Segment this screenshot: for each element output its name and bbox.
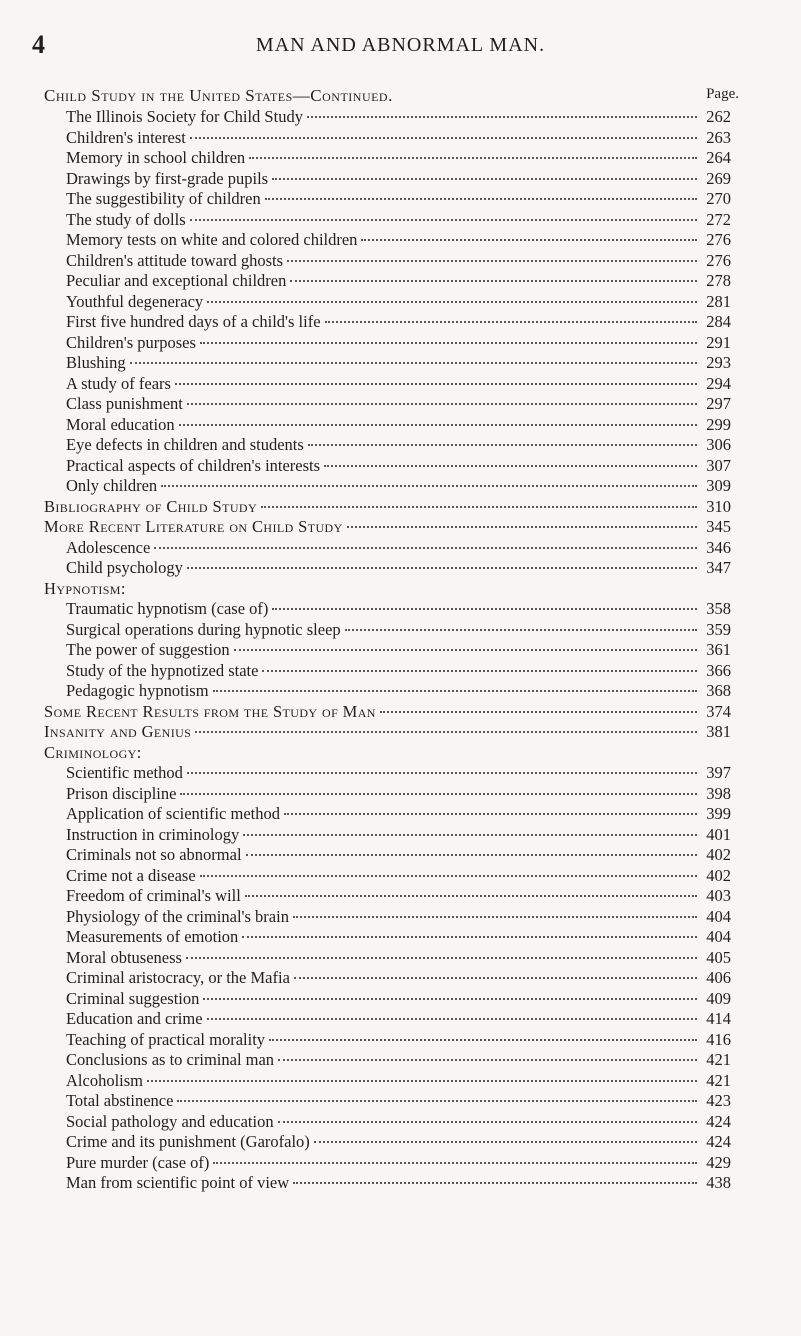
toc-entry-page: 398 bbox=[706, 783, 731, 803]
toc-entry-page: 262 bbox=[706, 107, 731, 126]
toc-entry-title: Eye defects in children and students bbox=[66, 435, 304, 454]
toc-entry-page: 403 bbox=[706, 886, 731, 905]
toc-entry-page: 310 bbox=[706, 496, 731, 516]
toc-entry bbox=[44, 1132, 731, 1153]
dot-leader bbox=[290, 280, 697, 282]
dot-leader bbox=[325, 321, 697, 323]
toc-entry bbox=[44, 435, 731, 456]
toc-entry-page: 368 bbox=[706, 681, 731, 700]
toc-entry-page: 381 bbox=[706, 722, 731, 741]
toc-entry-page: 293 bbox=[706, 353, 731, 372]
toc-entry-title: Criminology: bbox=[44, 742, 142, 762]
toc-entry-page: 424 bbox=[706, 1111, 731, 1131]
toc-entry-title: Adolescence bbox=[66, 537, 151, 557]
toc-entry-page: 414 bbox=[706, 1009, 731, 1028]
toc-entry-page: 401 bbox=[706, 824, 731, 844]
dot-leader bbox=[195, 731, 697, 733]
toc-entry-title: A study of fears bbox=[66, 373, 171, 393]
toc-entry-title: Measurements of emotion bbox=[66, 927, 239, 946]
toc-entry-page: 276 bbox=[706, 230, 731, 249]
toc-entry-page: 374 bbox=[706, 701, 731, 721]
toc-entry-title: Blushing bbox=[66, 353, 126, 372]
toc-entry-page: 306 bbox=[706, 435, 731, 454]
toc-entry-page: 397 bbox=[706, 763, 731, 782]
dot-leader bbox=[347, 526, 697, 528]
toc-entry bbox=[44, 128, 731, 149]
toc-entry-page: 359 bbox=[706, 619, 731, 639]
toc-entry-title: Moral obtuseness bbox=[66, 947, 182, 967]
toc-entry-title: Surgical operations during hypnotic sleep bbox=[66, 619, 341, 639]
toc-entry-page: 346 bbox=[706, 537, 731, 557]
toc-entry-page: 284 bbox=[706, 312, 731, 331]
toc-entry-page: 347 bbox=[706, 558, 731, 577]
toc-entry bbox=[44, 886, 731, 907]
toc-entry-page: 405 bbox=[706, 947, 731, 967]
toc-entry bbox=[44, 968, 731, 989]
toc-entry bbox=[44, 702, 731, 723]
toc-entry-title: Criminals not so abnormal bbox=[66, 845, 242, 864]
toc-entry-page: 269 bbox=[706, 168, 731, 188]
dot-leader bbox=[179, 424, 697, 426]
dot-leader bbox=[190, 219, 697, 221]
toc-entry-title: Child psychology bbox=[66, 558, 183, 577]
toc-entry bbox=[44, 989, 731, 1010]
toc-entry-title: Alcoholism bbox=[66, 1070, 143, 1090]
toc-entry bbox=[44, 681, 731, 702]
toc-entry bbox=[44, 230, 731, 251]
toc-entry-title: Some Recent Results from the Study of Man bbox=[44, 701, 376, 721]
toc-entry-title: Traumatic hypnotism (case of) bbox=[66, 599, 269, 618]
toc-entry bbox=[44, 415, 731, 436]
toc-entry-title: Insanity and Genius bbox=[44, 722, 192, 741]
toc-entry-title: Prison discipline bbox=[66, 783, 177, 803]
dot-leader bbox=[272, 608, 697, 610]
table-of-contents bbox=[44, 107, 731, 1194]
dot-leader bbox=[361, 239, 697, 241]
toc-entry bbox=[44, 722, 731, 743]
toc-entry-title: Moral education bbox=[66, 414, 175, 434]
toc-entry bbox=[44, 784, 731, 805]
toc-entry bbox=[44, 107, 731, 128]
toc-entry-page: 309 bbox=[706, 476, 731, 495]
dot-leader bbox=[269, 1039, 697, 1041]
toc-entry-page: 278 bbox=[706, 271, 731, 290]
toc-entry-page: 299 bbox=[706, 414, 731, 434]
dot-leader bbox=[213, 690, 697, 692]
toc-entry bbox=[44, 538, 731, 559]
page-header bbox=[0, 30, 801, 60]
toc-entry-page: 406 bbox=[706, 968, 731, 987]
toc-entry-page: 409 bbox=[706, 988, 731, 1008]
toc-entry bbox=[44, 374, 731, 395]
running-title: MAN AND ABNORMAL MAN. bbox=[255, 34, 546, 56]
toc-entry-title: Children's purposes bbox=[66, 332, 196, 352]
toc-entry-title: Criminal aristocracy, or the Mafia bbox=[66, 968, 290, 987]
toc-entry-page: 276 bbox=[706, 250, 731, 270]
dot-leader bbox=[314, 1141, 697, 1143]
toc-entry-title: Children's attitude toward ghosts bbox=[66, 250, 283, 270]
toc-entry bbox=[44, 1112, 731, 1133]
toc-entry-title: Hypnotism: bbox=[44, 578, 126, 598]
toc-entry-title: Pedagogic hypnotism bbox=[66, 681, 209, 700]
toc-entry-title: Physiology of the criminal's brain bbox=[66, 906, 289, 926]
toc-entry-page: 272 bbox=[706, 209, 731, 229]
toc-entry-page: 345 bbox=[706, 517, 731, 536]
dot-leader bbox=[345, 629, 697, 631]
toc-entry bbox=[44, 210, 731, 231]
dot-leader bbox=[307, 116, 697, 118]
toc-entry-title: Pure murder (case of) bbox=[66, 1152, 210, 1172]
toc-entry-page: 291 bbox=[706, 332, 731, 352]
toc-entry-title: Instruction in criminology bbox=[66, 824, 240, 844]
toc-entry-page: 358 bbox=[706, 599, 731, 618]
toc-entry-page: 263 bbox=[706, 127, 731, 147]
toc-entry bbox=[44, 661, 731, 682]
toc-entry-title: Practical aspects of children's interests bbox=[66, 455, 321, 475]
dot-leader bbox=[245, 895, 697, 897]
dot-leader bbox=[187, 403, 697, 405]
toc-entry bbox=[44, 845, 731, 866]
toc-entry-title: Memory tests on white and colored children bbox=[66, 230, 358, 249]
toc-entry-title: Children's interest bbox=[66, 127, 186, 147]
toc-entry-title: Freedom of criminal's will bbox=[66, 886, 241, 905]
toc-entry-title: Youthful degeneracy bbox=[66, 291, 204, 311]
toc-entry-page: 429 bbox=[706, 1152, 731, 1172]
toc-entry-page: 423 bbox=[706, 1091, 731, 1110]
dot-leader bbox=[234, 649, 697, 651]
dot-leader bbox=[154, 547, 697, 549]
toc-entry bbox=[44, 1173, 731, 1194]
toc-entry-page: 402 bbox=[706, 845, 731, 864]
toc-entry-title: Application of scientific method bbox=[66, 804, 280, 823]
toc-entry bbox=[44, 804, 731, 825]
toc-entry-title: Total abstinence bbox=[66, 1091, 174, 1110]
toc-entry bbox=[44, 927, 731, 948]
toc-entry-title: Education and crime bbox=[66, 1009, 203, 1028]
dot-leader bbox=[242, 936, 697, 938]
toc-entry-page: 294 bbox=[706, 373, 731, 393]
section-heading bbox=[44, 86, 739, 108]
toc-entry bbox=[44, 640, 731, 661]
toc-entry-title: Only children bbox=[66, 476, 158, 495]
dot-leader bbox=[200, 342, 697, 344]
toc-entry-title: Study of the hypnotized state bbox=[66, 660, 259, 680]
toc-entry-page: 424 bbox=[706, 1132, 731, 1151]
toc-entry bbox=[44, 292, 731, 313]
toc-entry bbox=[44, 866, 731, 887]
toc-entry-title: Peculiar and exceptional children bbox=[66, 271, 287, 290]
toc-entry bbox=[44, 1153, 731, 1174]
toc-entry bbox=[44, 825, 731, 846]
toc-entry bbox=[44, 599, 731, 620]
toc-entry bbox=[44, 517, 731, 538]
toc-entry-page: 361 bbox=[706, 640, 731, 659]
toc-entry-title: Teaching of practical morality bbox=[66, 1029, 266, 1049]
dot-leader bbox=[180, 793, 697, 795]
toc-entry bbox=[44, 353, 731, 374]
dot-leader bbox=[294, 977, 697, 979]
dot-leader bbox=[187, 772, 697, 774]
dot-leader bbox=[278, 1059, 697, 1061]
dot-leader bbox=[177, 1100, 697, 1102]
dot-leader bbox=[284, 813, 697, 815]
toc-entry bbox=[44, 1030, 731, 1051]
dot-leader bbox=[130, 362, 697, 364]
dot-leader bbox=[308, 444, 697, 446]
toc-entry-title: The Illinois Society for Child Study bbox=[66, 107, 303, 126]
page-number: 4 bbox=[32, 30, 45, 59]
toc-entry-title: Class punishment bbox=[66, 394, 183, 413]
toc-entry bbox=[44, 497, 731, 518]
toc-entry bbox=[44, 763, 731, 784]
toc-entry-page: 281 bbox=[706, 291, 731, 311]
toc-entry-page: 399 bbox=[706, 804, 731, 823]
dot-leader bbox=[293, 916, 697, 918]
toc-entry bbox=[44, 271, 731, 292]
toc-entry bbox=[44, 1050, 731, 1071]
toc-entry-page: 297 bbox=[706, 394, 731, 413]
dot-leader bbox=[175, 383, 697, 385]
toc-entry-page: 270 bbox=[706, 189, 731, 208]
toc-entry bbox=[44, 251, 731, 272]
toc-entry-title: The suggestibility of children bbox=[66, 189, 261, 208]
dot-leader bbox=[265, 198, 697, 200]
toc-entry-page: 402 bbox=[706, 865, 731, 885]
toc-entry bbox=[44, 394, 731, 415]
toc-entry bbox=[44, 907, 731, 928]
toc-entry bbox=[44, 579, 731, 600]
toc-entry bbox=[44, 1071, 731, 1092]
toc-entry-page: 421 bbox=[706, 1050, 731, 1069]
toc-entry-title: First five hundred days of a child's life bbox=[66, 312, 321, 331]
toc-entry-title: Crime and its punishment (Garofalo) bbox=[66, 1132, 310, 1151]
toc-entry-page: 438 bbox=[706, 1173, 731, 1192]
dot-leader bbox=[190, 137, 697, 139]
dot-leader bbox=[213, 1162, 697, 1164]
toc-entry bbox=[44, 620, 731, 641]
dot-leader bbox=[207, 301, 697, 303]
dot-leader bbox=[272, 178, 697, 180]
toc-entry bbox=[44, 948, 731, 969]
dot-leader bbox=[293, 1182, 697, 1184]
page-column-label: Page. bbox=[706, 86, 739, 102]
toc-entry-title: Man from scientific point of view bbox=[66, 1173, 290, 1192]
dot-leader bbox=[161, 485, 697, 487]
dot-leader bbox=[246, 854, 697, 856]
dot-leader bbox=[278, 1121, 697, 1123]
toc-entry bbox=[44, 1091, 731, 1112]
dot-leader bbox=[249, 157, 697, 159]
toc-entry bbox=[44, 558, 731, 579]
dot-leader bbox=[187, 567, 697, 569]
toc-entry-page: 264 bbox=[706, 148, 731, 167]
toc-entry bbox=[44, 312, 731, 333]
toc-entry-title: The study of dolls bbox=[66, 209, 186, 229]
toc-entry-title: Criminal suggestion bbox=[66, 988, 200, 1008]
dot-leader bbox=[287, 260, 697, 262]
toc-entry bbox=[44, 476, 731, 497]
dot-leader bbox=[324, 465, 697, 467]
toc-entry-page: 404 bbox=[706, 906, 731, 926]
toc-entry bbox=[44, 189, 731, 210]
toc-entry-title: Bibliography of Child Study bbox=[44, 496, 258, 516]
toc-entry-title: Drawings by first-grade pupils bbox=[66, 168, 269, 188]
dot-leader bbox=[380, 711, 697, 713]
toc-entry-page: 366 bbox=[706, 660, 731, 680]
toc-entry-page: 421 bbox=[706, 1070, 731, 1090]
dot-leader bbox=[262, 670, 697, 672]
dot-leader bbox=[200, 875, 697, 877]
dot-leader bbox=[203, 998, 697, 1000]
toc-entry bbox=[44, 743, 731, 764]
toc-entry-title: Scientific method bbox=[66, 763, 183, 782]
dot-leader bbox=[147, 1080, 697, 1082]
toc-entry-title: Memory in school children bbox=[66, 148, 246, 167]
toc-entry bbox=[44, 148, 731, 169]
toc-entry bbox=[44, 1009, 731, 1030]
toc-entry-page: 416 bbox=[706, 1029, 731, 1049]
toc-entry-page: 404 bbox=[706, 927, 731, 946]
toc-entry-title: The power of suggestion bbox=[66, 640, 230, 659]
toc-entry-title: More Recent Literature on Child Study bbox=[44, 517, 343, 536]
toc-entry bbox=[44, 333, 731, 354]
toc-entry-page: 307 bbox=[706, 455, 731, 475]
toc-entry-title: Conclusions as to criminal man bbox=[66, 1050, 275, 1069]
dot-leader bbox=[261, 506, 697, 508]
dot-leader bbox=[207, 1018, 697, 1020]
toc-entry-title: Social pathology and education bbox=[66, 1111, 274, 1131]
toc-entry bbox=[44, 456, 731, 477]
toc-entry bbox=[44, 169, 731, 190]
dot-leader bbox=[243, 834, 697, 836]
dot-leader bbox=[186, 957, 697, 959]
toc-entry-title: Crime not a disease bbox=[66, 865, 196, 885]
section-title: Child Study in the United States—Continued. bbox=[44, 86, 393, 105]
